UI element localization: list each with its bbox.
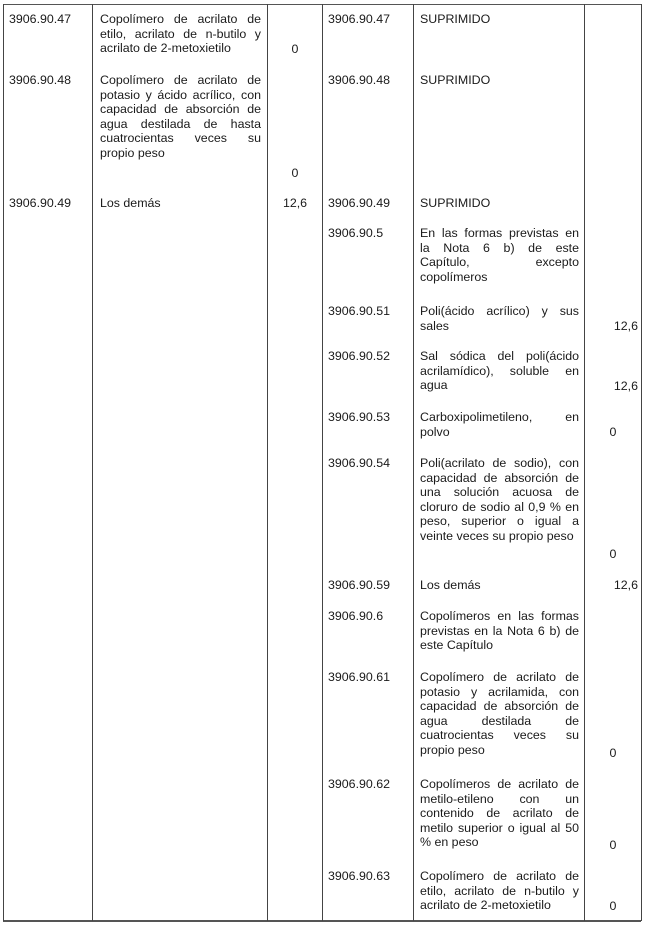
- tariff-description: Poli(ácido acrílico) y sus sales: [420, 304, 579, 333]
- tariff-rate: 0: [291, 166, 299, 180]
- tariff-rate: 0: [609, 425, 617, 439]
- tariff-code: 3906.90.5: [328, 226, 384, 240]
- tariff-description: Los demás: [100, 196, 161, 210]
- tariff-rate: 12,6: [613, 379, 638, 393]
- column-divider: [92, 4, 93, 921]
- tariff-rate: 0: [609, 746, 617, 760]
- tariff-rate: 0: [609, 547, 617, 561]
- tariff-code: 3906.90.54: [328, 456, 391, 470]
- tariff-code: 3906.90.49: [9, 196, 72, 210]
- tariff-code: 3906.90.61: [328, 670, 391, 684]
- column-divider: [3, 4, 4, 921]
- tariff-description: Poli(acrilato de sodio), con capacidad de absorción de una solución acuosa de cloruro de sodio al 0,9 % en peso, superior o igual a veinte veces su propio peso: [420, 456, 579, 543]
- column-divider: [641, 4, 642, 921]
- tariff-code: 3906.90.63: [328, 869, 391, 883]
- tariff-description: Copolímeros de acrilato de metilo-etileno con un contenido de acrilato de metilo superior o igual al 50 % en peso: [420, 777, 579, 850]
- tariff-description: Copolímero de acrilato de etilo, acrilato de n-butilo y acrilato de 2-metoxietilo: [100, 12, 261, 56]
- tariff-description: Sal sódica del poli(ácido acrilamídico), soluble en agua: [420, 349, 579, 393]
- column-divider: [322, 4, 323, 921]
- column-divider: [267, 4, 268, 921]
- tariff-description: En las formas previstas en la Nota 6 b) de este Capítulo, excepto copolímeros: [420, 226, 579, 284]
- tariff-description: SUPRIMIDO: [420, 12, 491, 26]
- tariff-rate: 0: [291, 42, 299, 56]
- tariff-code: 3906.90.47: [9, 12, 72, 26]
- tariff-description: SUPRIMIDO: [420, 73, 491, 87]
- tariff-code: 3906.90.62: [328, 777, 391, 791]
- tariff-description: SUPRIMIDO: [420, 196, 491, 210]
- tariff-rate: 12,6: [613, 319, 638, 333]
- tariff-code: 3906.90.49: [328, 196, 391, 210]
- tariff-description: Carboxipolimetileno, en polvo: [420, 410, 579, 439]
- tariff-description: Copolímero de acrilato de etilo, acrilato de n-butilo y acrilato de 2-metoxietilo: [420, 869, 579, 913]
- tariff-rate: 12,6: [282, 196, 308, 210]
- tariff-code: 3906.90.51: [328, 304, 391, 318]
- tariff-code: 3906.90.48: [9, 73, 72, 87]
- tariff-code: 3906.90.6: [328, 609, 384, 623]
- column-divider: [413, 4, 414, 921]
- tariff-description: Copolímeros en las formas previstas en la Nota 6 b) de este Capítulo: [420, 609, 579, 653]
- tariff-rate: 0: [609, 899, 617, 913]
- tariff-code: 3906.90.47: [328, 12, 391, 26]
- tariff-description: Copolímero de acrilato de potasio y acrilamida, con capacidad de absorción de agua destilada de cuatrocientas veces su propio peso: [420, 670, 579, 757]
- tariff-code: 3906.90.59: [328, 578, 391, 592]
- tariff-code: 3906.90.48: [328, 73, 391, 87]
- tariff-rate: 12,6: [613, 578, 638, 592]
- tariff-description: Copolímero de acrilato de potasio y ácido acrílico, con capacidad de absorción de agua destilada de hasta cuatrocientas veces su propio peso: [100, 73, 261, 160]
- column-divider: [584, 4, 585, 921]
- tariff-description: Los demás: [420, 578, 481, 592]
- tariff-rate: 0: [609, 838, 617, 852]
- tariff-code: 3906.90.52: [328, 349, 391, 363]
- tariff-code: 3906.90.53: [328, 410, 391, 424]
